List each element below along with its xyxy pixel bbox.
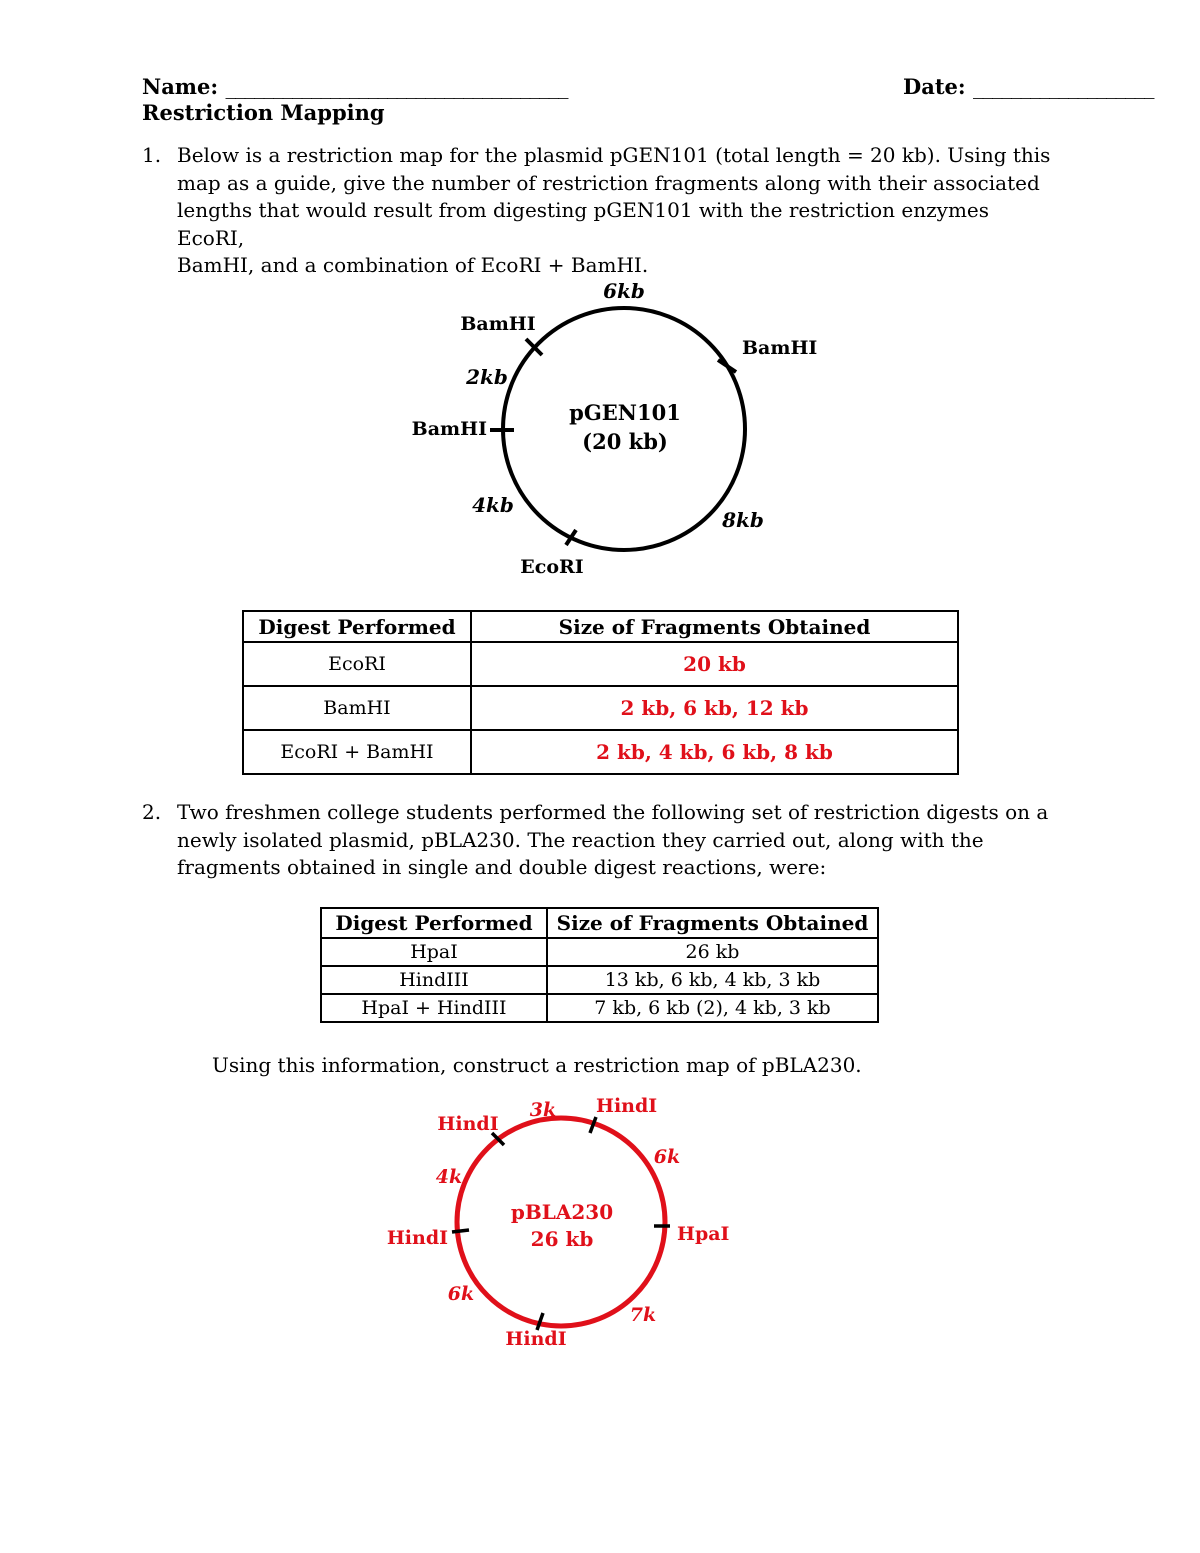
segment-label-lower-right: 7k: [629, 1304, 657, 1326]
segment-label-lower-left: 6k: [447, 1283, 475, 1305]
column-header: Digest Performed: [243, 611, 471, 642]
question-line: newly isolated plasmid, pBLA230. The reaction they carried out, along with the: [177, 827, 984, 852]
segment-label-left: 2kb: [466, 365, 508, 389]
table-row: [243, 686, 958, 730]
question-line: BamHI, and a combination of EcoRI + BamHI.: [177, 253, 649, 277]
table-row: [321, 966, 878, 994]
segment-label-upper-left: 4k: [435, 1166, 463, 1188]
digest-cell: HpaI: [321, 938, 547, 966]
pbla230-map: [0, 1080, 1200, 1380]
table-row: [321, 994, 878, 1022]
plasmid-size: (20 kb): [582, 429, 668, 454]
fragments-cell: 26 kb: [547, 938, 878, 966]
question-line: map as a guide, give the number of restriction fragments along with their associated: [177, 170, 1040, 195]
question-number: 1.: [142, 143, 162, 167]
enzyme-label-ecori: EcoRI: [520, 556, 584, 578]
date-line[interactable]: ___________________: [972, 75, 1154, 99]
table-row: [243, 642, 958, 686]
fragments-answer-cell[interactable]: 2 kb, 6 kb, 12 kb: [471, 686, 958, 730]
page-title: Restriction Mapping: [142, 100, 385, 125]
hindi-site-left: [452, 1230, 469, 1232]
segment-label-top: 3k: [529, 1099, 557, 1121]
column-header: Digest Performed: [321, 908, 547, 938]
digest-cell: EcoRI + BamHI: [243, 730, 471, 774]
question-line: Below is a restriction map for the plasmid pGEN101 (total length = 20 kb). Using this: [177, 143, 1051, 167]
enzyme-label-bamhi-left: BamHI: [411, 418, 487, 440]
plasmid-name: pGEN101: [569, 400, 681, 425]
question-number: 2.: [142, 800, 162, 824]
column-header: Size of Fragments Obtained: [547, 908, 878, 938]
table-header-row: [243, 611, 958, 642]
digest-cell: BamHI: [243, 686, 471, 730]
column-header: Size of Fragments Obtained: [471, 611, 958, 642]
enzyme-label-hindi-bottom: HindI: [505, 1328, 567, 1350]
fragments-answer-cell[interactable]: 20 kb: [471, 642, 958, 686]
question-2: [142, 799, 1062, 883]
enzyme-label-bamhi-top-left: BamHI: [460, 313, 536, 335]
segment-label-right: 8kb: [722, 508, 764, 532]
table-row: [243, 730, 958, 774]
question-line: Two freshmen college students performed the following set of restriction digests on a: [177, 800, 1049, 824]
enzyme-label-bamhi-right: BamHI: [742, 337, 818, 359]
segment-label-top: 6kb: [603, 279, 645, 303]
enzyme-label-hindi-left: HindI: [386, 1227, 448, 1249]
question-text: [177, 799, 1048, 882]
fragments-cell: 13 kb, 6 kb, 4 kb, 3 kb: [547, 966, 878, 994]
pgen101-map: [0, 0, 1200, 600]
question-line: fragments obtained in single and double digest reactions, were:: [177, 855, 827, 879]
digest-cell: HindIII: [321, 966, 547, 994]
map-instruction: Using this information, construct a restriction map of pBLA230.: [212, 1053, 862, 1077]
plasmid-size: 26 kb: [530, 1227, 594, 1251]
name-line[interactable]: ____________________________________: [225, 75, 568, 99]
date-label: Date:: [903, 74, 966, 99]
name-label: Name:: [142, 74, 219, 99]
fragments-answer-cell[interactable]: 2 kb, 4 kb, 6 kb, 8 kb: [471, 730, 958, 774]
enzyme-label-hindi-top-right: HindI: [596, 1095, 658, 1117]
table-row: [321, 938, 878, 966]
question-line: lengths that would result from digesting pGEN101 with the restriction enzymes EcoRI,: [177, 198, 990, 250]
plasmid-name: pBLA230: [510, 1200, 614, 1224]
fragments-cell: 7 kb, 6 kb (2), 4 kb, 3 kb: [547, 994, 878, 1022]
enzyme-label-hindi-top-left: HindI: [437, 1113, 499, 1135]
segment-label-upper-right: 6k: [653, 1146, 681, 1168]
segment-label-lower-left: 4kb: [472, 493, 514, 517]
enzyme-label-hpai: HpaI: [677, 1223, 730, 1245]
table-header-row: [321, 908, 878, 938]
digest-table-2: [320, 907, 879, 1023]
digest-cell: HpaI + HindIII: [321, 994, 547, 1022]
digest-table-1: [242, 610, 959, 775]
digest-cell: EcoRI: [243, 642, 471, 686]
